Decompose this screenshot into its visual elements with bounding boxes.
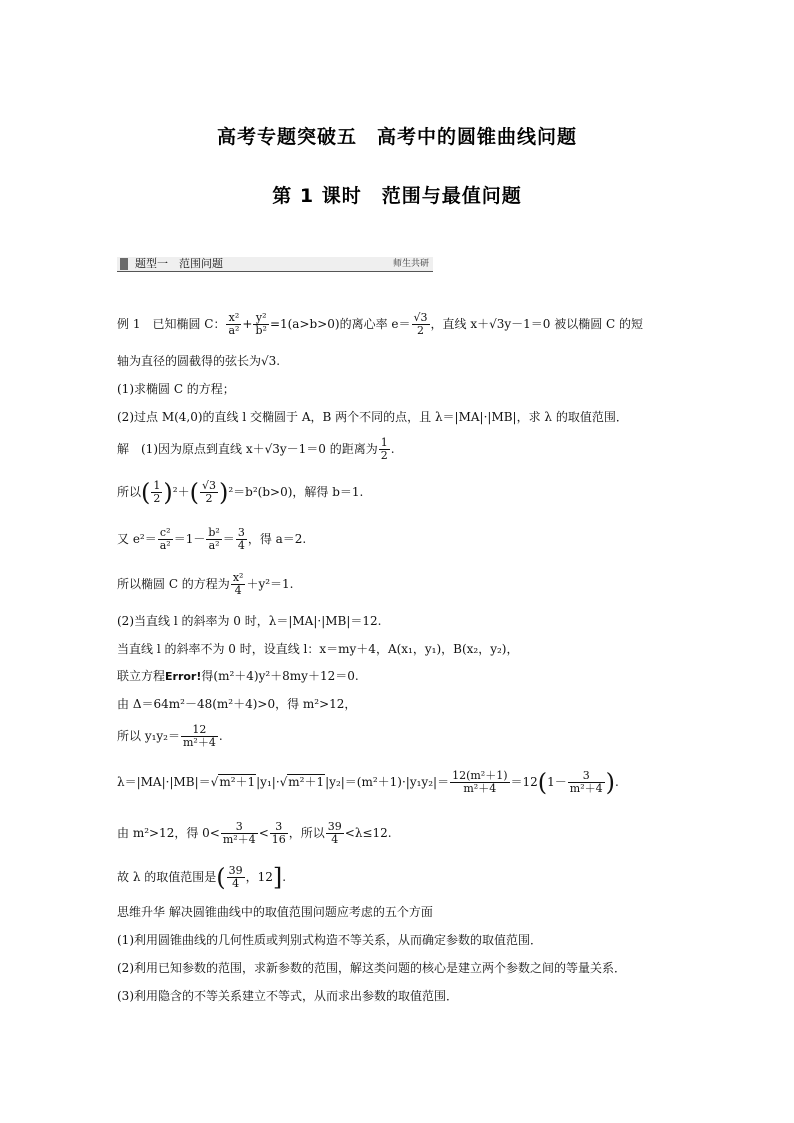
solution-line-9: 所以 y₁y₂＝ $\frac{12}{\text{m²＋4}}$ . xyxy=(117,723,223,749)
fraction: $\frac{\text{x²}}{\text{a²}}$ xyxy=(228,311,240,337)
example-1-line-2: 轴为直径的圆截得的弦长为√3. xyxy=(117,354,281,368)
question-1: (1)求椭圆 C 的方程； xyxy=(117,382,235,396)
question-2: (2)过点 M(4,0)的直线 l 交椭圆于 A，B 两个不同的点，且 λ＝|MA|·|MB|，求 λ 的取值范围． xyxy=(117,410,628,424)
fraction: $\frac{1}{2}$ xyxy=(380,436,388,462)
fraction: $\frac{√3}{2}$ xyxy=(201,479,216,505)
summary-point-1: (1)利用圆锥曲线的几何性质或判别式构造不等关系，从而确定参数的取值范围． xyxy=(117,933,543,947)
summary-point-2: (2)利用已知参数的范围，求新参数的范围，解这类问题的核心是建立两个参数之间的等量关系． xyxy=(117,961,627,975)
fraction: $\frac{39}{4}$ xyxy=(228,864,243,890)
page-title: 高考专题突破五 高考中的圆锥曲线问题 xyxy=(216,126,577,148)
fraction: $\frac{3}{4}$ xyxy=(237,526,245,552)
fraction: $\frac{12}{\text{m²＋4}}$ xyxy=(183,723,216,749)
solution-line-3: 又 e²＝ $\frac{\text{c²}}{\text{a²}}$ ＝1－ $\frac{\text{b²}}{\text{a²}}$ ＝ $\frac{3}{4}$ ，得 a＝2. xyxy=(117,526,307,552)
section-label: 题型一 范围问题 xyxy=(135,257,223,270)
solution-line-4: 所以椭圆 C 的方程为 $\frac{\text{x²}}{4}$ ＋y²＝1. xyxy=(117,571,294,597)
section-header xyxy=(117,257,433,272)
section-underline xyxy=(117,271,433,272)
example-1-line-1: 例 1 已知椭圆 C： $\frac{\text{x²}}{\text{a²}}$ + $\frac{\text{y²}}{\text{b²}}$ =1(a>b>0)的离心率 e＝ $\frac{√3}{2}$ ，直线 x＋√3y－1＝0 被以椭圆 C 的短 xyxy=(117,311,644,337)
summary-heading: 思维升华 解决圆锥曲线中的取值范围问题应考虑的五个方面 xyxy=(117,905,433,919)
fraction: $\frac{3}{\text{m²＋4}}$ xyxy=(222,820,256,846)
summary-point-3: (3)利用隐含的不等关系建立不等式，从而求出参数的取值范围． xyxy=(117,989,459,1003)
fraction: $\frac{\text{12(m²＋1)}}{\text{m²＋4}}$ xyxy=(452,769,508,795)
fraction: $\frac{3}{\text{m²＋4}}$ xyxy=(569,769,603,795)
solution-line-5: (2)当直线 l 的斜率为 0 时，λ＝|MA|·|MB|＝12. xyxy=(117,614,382,628)
solution-line-7: 联立方程Error!得(m²＋4)y²＋8my＋12＝0. xyxy=(117,669,359,683)
solution-line-8: 由 Δ＝64m²－48(m²＋4)>0，得 m²>12， xyxy=(117,697,357,711)
fraction: $\frac{3}{16}$ xyxy=(271,820,286,846)
solution-line-1: 解 (1)因为原点到直线 x＋√3y－1＝0 的距离为 $\frac{1}{2}$ . xyxy=(117,436,395,462)
fraction: $\frac{\text{c²}}{\text{a²}}$ xyxy=(159,526,171,552)
solution-line-11: 由 m²>12，得 0< $\frac{3}{\text{m²＋4}}$ < $\frac{3}{16}$ ，所以 $\frac{39}{4}$ <λ≤12. xyxy=(117,820,392,846)
fraction: $\frac{39}{4}$ xyxy=(327,820,342,846)
fraction: $\frac{1}{2}$ xyxy=(153,479,161,505)
fraction: $\frac{\text{x²}}{4}$ xyxy=(232,571,244,597)
section-tag: 师生共研 xyxy=(392,259,429,269)
fraction: $\frac{\text{b²}}{\text{a²}}$ xyxy=(208,526,220,552)
solution-line-2: 所以( $\frac{1}{2}$ )²＋( $\frac{√3}{2}$ )²＝b²(b>0)，解得 b＝1. xyxy=(117,478,364,507)
error-field: Error! xyxy=(165,670,202,683)
page-subtitle: 第 1 课时 范围与最值问题 xyxy=(272,185,522,207)
solution-line-6: 当直线 l 的斜率不为 0 时，设直线 l：x＝my＋4，A(x₁，y₁)，B(x₂，y₂)， xyxy=(117,642,519,656)
fraction: $\frac{√3}{2}$ xyxy=(413,311,428,337)
solution-line-10: λ＝|MA|·|MB|＝√m²＋1|y₁|·√m²＋1|y₂|＝(m²＋1)·|y₁y₂|＝ $\frac{\text{12(m²＋1)}}{\text{m²＋4}}$ ＝12(1－ $\frac{3}{\text{m²＋4}}$ ). xyxy=(117,768,619,797)
fraction: $\frac{\text{y²}}{\text{b²}}$ xyxy=(255,311,267,337)
solution-line-12: 故 λ 的取值范围是( $\frac{39}{4}$ ，12]. xyxy=(117,863,287,892)
section-marker-icon xyxy=(120,258,128,270)
